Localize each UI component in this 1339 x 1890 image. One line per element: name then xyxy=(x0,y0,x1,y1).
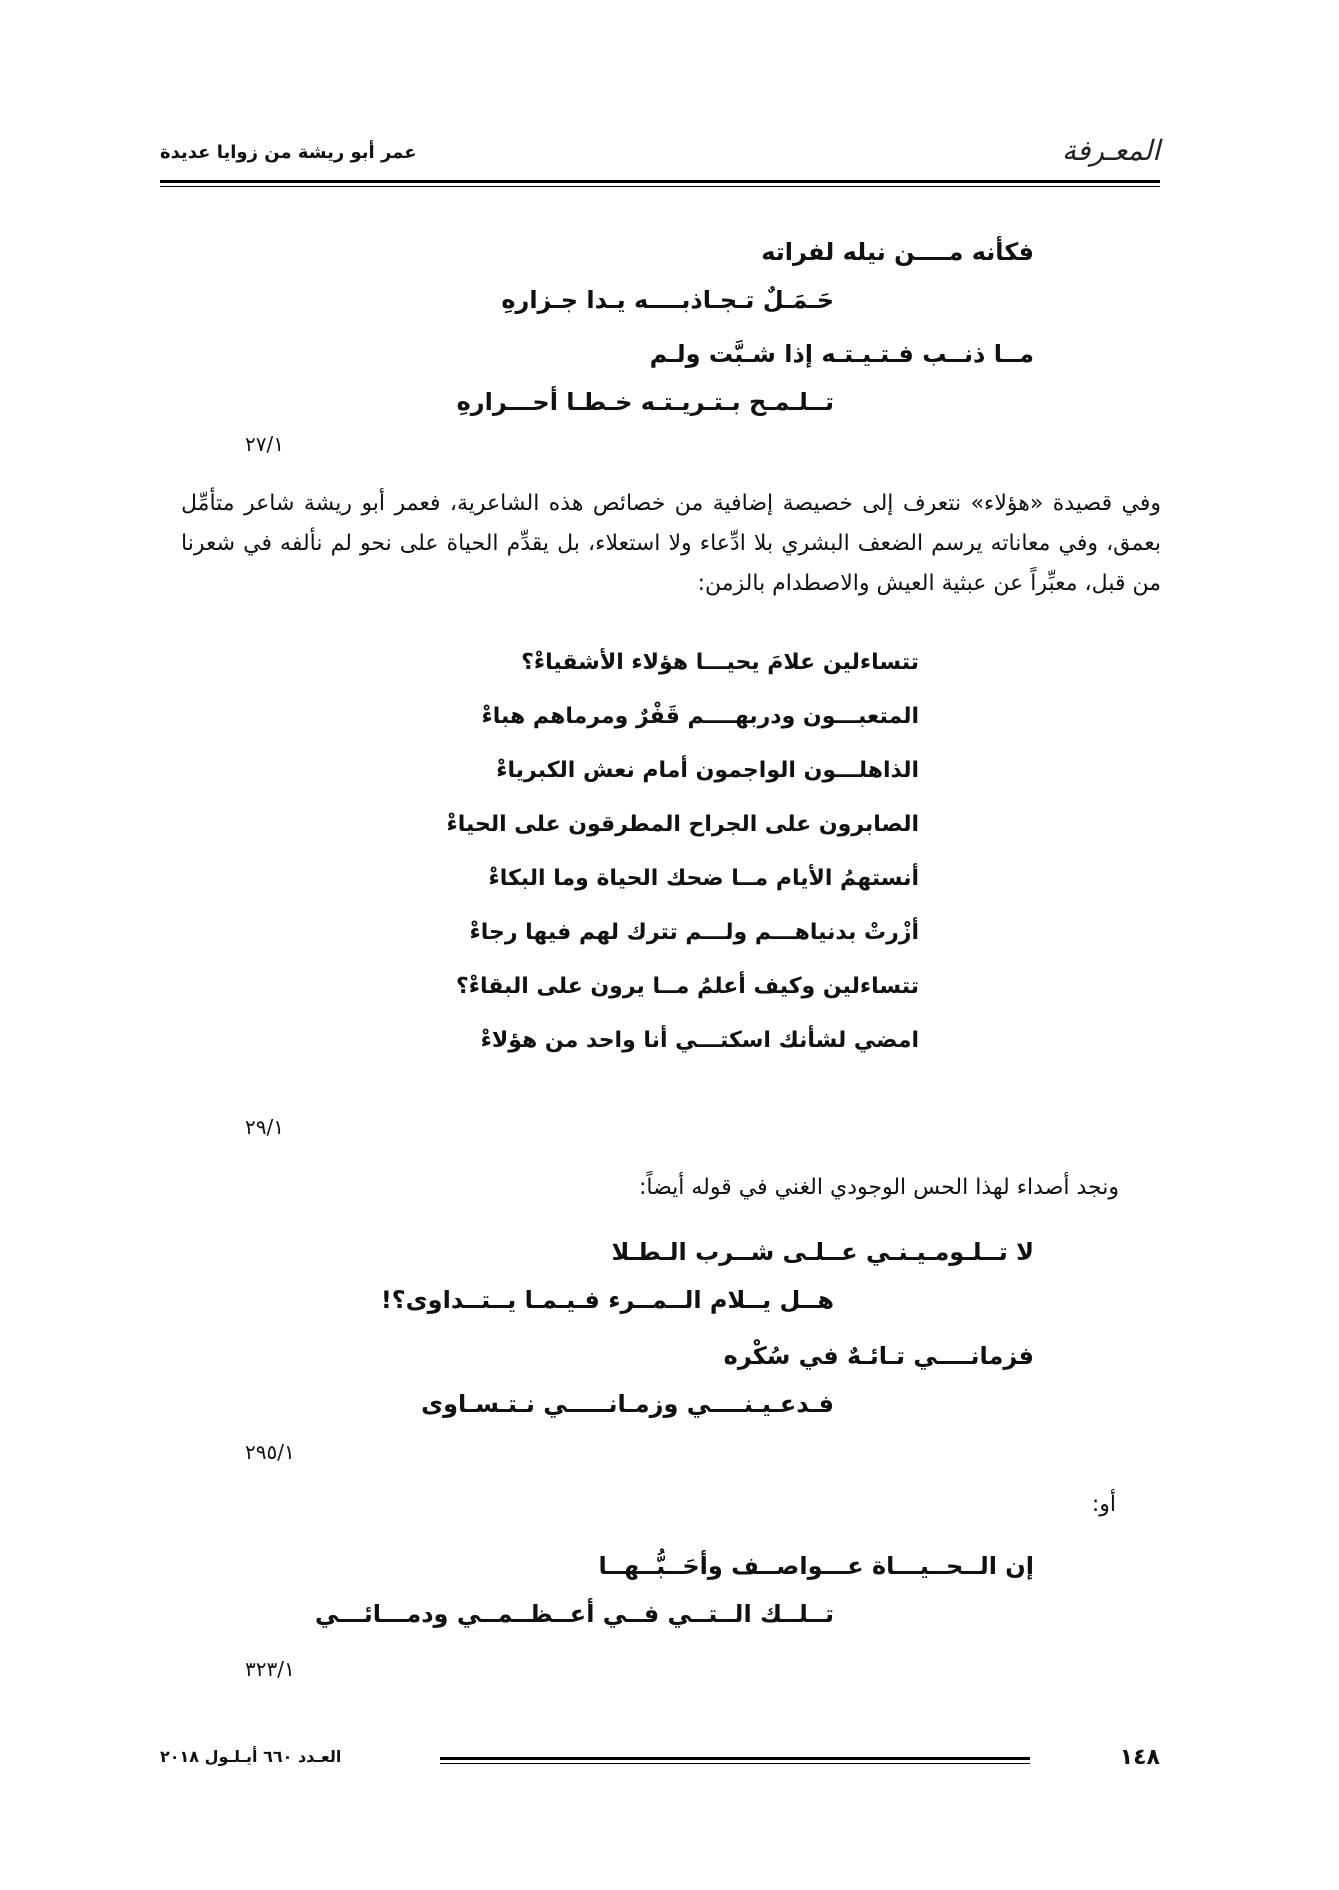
reference-2: ٢٩/١ xyxy=(245,1115,284,1139)
poem-line: الصابرون على الجراح المطرقون على الحياءْ xyxy=(446,812,919,837)
reference-3: ٢٩٥/١ xyxy=(245,1440,295,1464)
poem-hawla xyxy=(359,650,919,1082)
poem-line: المتعبـــون ودربهــــم قَفْرٌ ومرماهم هباءْ xyxy=(481,704,919,729)
verse-1-line-1: فكأنه مــــن نيله لفراته xyxy=(761,238,1034,266)
verse-3-line-1: لا تــلـومـيـنـي عــلـى شــرب الـطـلا xyxy=(611,1238,1034,1266)
verse-4-line-1: فزمانــــي تـائـهٌ في سُكْره xyxy=(723,1342,1034,1370)
reference-4: ٣٢٣/١ xyxy=(245,1657,295,1681)
verse-2-line-2: تــلـمـح بـتـريـتـه خـطـا أحـــرارهِ xyxy=(456,388,834,416)
header-rule-thin xyxy=(160,186,1160,187)
poem-line: أنستهمُ الأيام مــا ضحك الحياة وما البكاءْ xyxy=(488,866,919,891)
verse-5 xyxy=(274,1552,1034,1648)
issue-info: العـدد ٦٦٠ أيـلـول ٢٠١٨ xyxy=(160,1747,342,1766)
verse-4-line-2: فـدعـيـنــــي وزمـانـــــي نـتـسـاوى xyxy=(421,1390,834,1418)
page-header xyxy=(160,128,1160,178)
paragraph-2: ونجد أصداء لهذا الحس الوجودي الغني في قوله أيضاً: xyxy=(638,1175,1119,1200)
reference-1: ٢٧/١ xyxy=(245,432,284,456)
verse-2 xyxy=(274,340,1034,436)
verse-4 xyxy=(274,1342,1034,1438)
verse-1 xyxy=(274,238,1034,334)
verse-3-line-2: هــل يــلام الــمــرء فـيـمـا يــتــداوى؟! xyxy=(380,1286,834,1314)
header-rule-thick xyxy=(160,180,1160,183)
or-text: أو: xyxy=(1091,1492,1116,1517)
poem-line: تتساءلين علامَ يحيـــا هؤلاء الأشقياءْ؟ xyxy=(521,650,919,675)
poem-line: تتساءلين وكيف أعلمُ مــا يرون على البقاءْ؟ xyxy=(455,974,919,999)
page-footer xyxy=(160,1745,1160,1785)
magazine-logo: المعـرفة xyxy=(1061,134,1160,167)
verse-1-line-2: حَـمَـلٌ تـجـاذبــــه يـدا جـزارهِ xyxy=(501,286,834,314)
verse-3 xyxy=(274,1238,1034,1334)
poem-line: الذاهلـــون الواجمون أمام نعش الكبرياءْ xyxy=(496,758,919,783)
page-number: ١٤٨ xyxy=(1119,1745,1160,1770)
verse-5-line-2: تــلــك الــتــي فــي أعــظــمــي ودمـــائـــي xyxy=(314,1600,834,1628)
poem-line: امضي لشأنك اسكتـــي أنا واحد من هؤلاءْ xyxy=(480,1028,919,1053)
paragraph-1: وفي قصيدة «هؤلاء» نتعرف إلى خصيصة إضافية من خصائص هذه الشاعرية، فعمر أبو ريشة شاعر متأمِّل بعمق، وفي معاناته يرسم الضعف البشري بلا ادِّعاء ولا استعلاء، بل يقدِّم الحياة على نحو لم نألفه في شعرنا من قبل، معبِّراً عن عبثية العيش والاصطدام بالزمن: xyxy=(181,491,1161,596)
verse-5-line-1: إن الــحــيـــاة عـــواصــف وأحَــبُّــهــا xyxy=(598,1552,1034,1580)
running-title: عمر أبو ريشة من زوايا عديدة xyxy=(160,142,417,163)
verse-2-line-1: مــا ذنــب فـتـيـتـه إذا شـبَّت ولـم xyxy=(649,340,1034,368)
poem-line: أزْرتْ بدنياهـــم ولـــم تترك لهم فيها رجاءْ xyxy=(469,920,919,945)
footer-rule-thin xyxy=(440,1763,1030,1764)
footer-rule-thick xyxy=(440,1757,1030,1760)
